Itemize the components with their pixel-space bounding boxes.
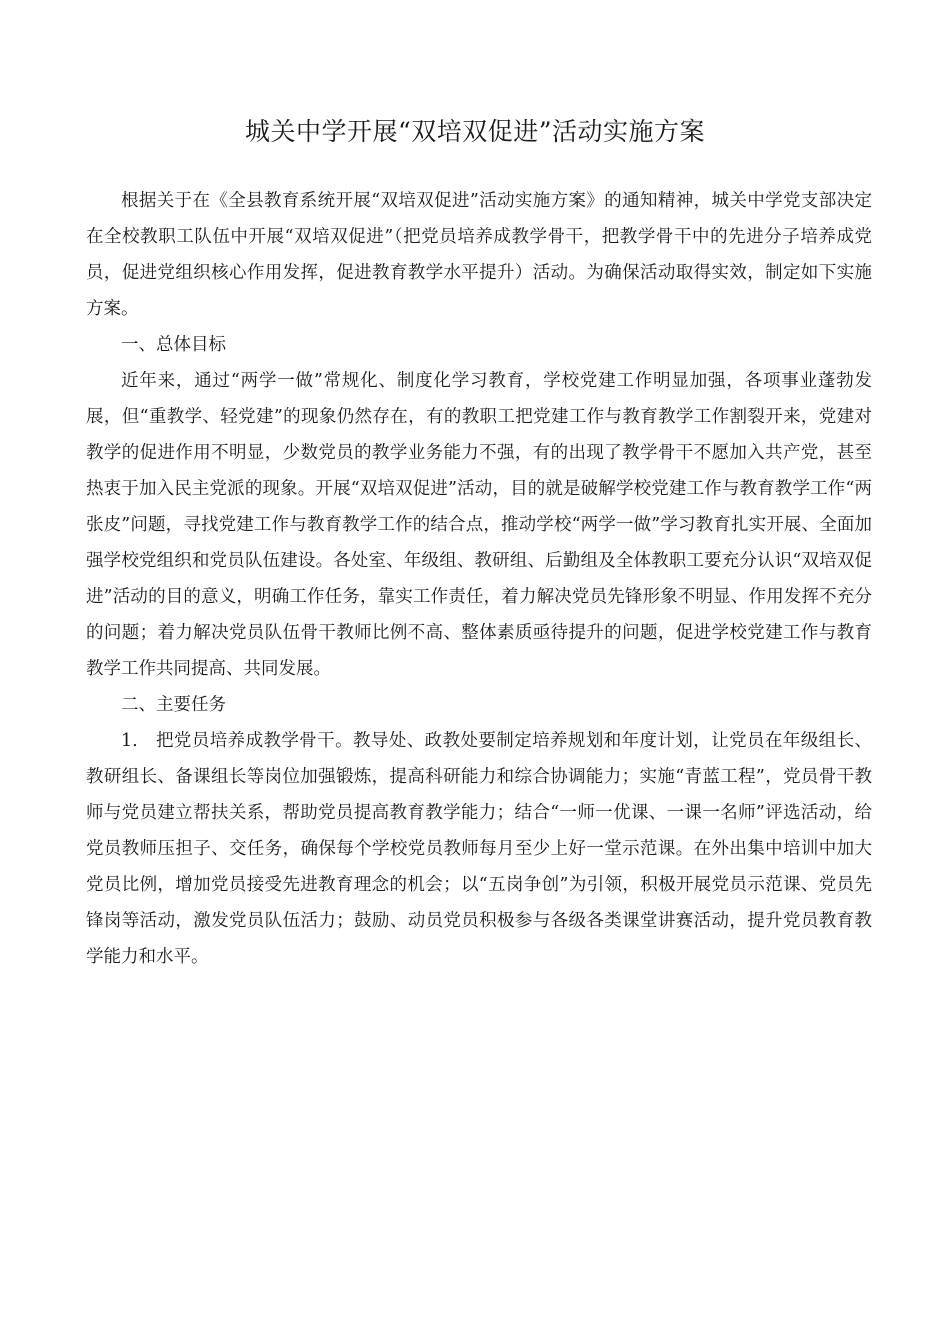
section-heading-goals: 一、总体目标 bbox=[121, 335, 226, 355]
goals-paragraph: 近年来，通过“两学一做”常规化、制度化学习教育，学校党建工作明显加强，各项事业蓬勃发展，但“重教学、轻党建”的现象仍然存在，有的教职工把党建工作与教育教学工作割裂开来，党建对教学的促进作用不明显，少数党员的教学业务能力不强，有的出现了教学骨干不愿加入共产党，甚至热衷于加入民主党派的现象。开展“双培双促进”活动，目的就是破解学校党建工作与教育教学工作“两张皮”问题，寻找党建工作与教育教学工作的结合点，推动学校“两学一做”学习教育扎实开展、全面加强学校党组织和党员队伍建设。各处室、年级组、教研组、后勤组及全体教职工要充分认识“双培双促进”活动的目的意义，明确工作任务，靠实工作责任，着力解决党员先锋形象不明显、作用发挥不充分的问题；着力解决党员队伍骨干教师比例不高、整体素质亟待提升的问题，促进学校党建工作与教育教学工作共同提高、共同发展。 bbox=[86, 371, 872, 679]
document-title: 城关中学开展“双培双促进”活动实施方案 bbox=[244, 117, 706, 146]
task-item-1: 1. 把党员培养成教学骨干。教导处、政教处要制定培养规划和年度计划，让党员在年级组长、教研组长、备课组长等岗位加强锻炼，提高科研能力和综合协调能力；实施“青蓝工程”，党员骨干教师与党员建立帮扶关系，帮助党员提高教育教学能力；结合“一师一优课、一课一名师”评选活动，给党员教师压担子、交任务，确保每个学校党员教师每月至少上好一堂示范课。在外出集中培训中加大党员比例，增加党员接受先进教育理念的机会；以“五岗争创”为引领，积极开展党员示范课、党员先锋岗等活动，激发党员队伍活力；鼓励、动员党员积极参与各级各类课堂讲赛活动，提升党员教育教学能力和水平。 bbox=[86, 731, 872, 967]
intro-paragraph: 根据关于在《全县教育系统开展“双培双促进”活动实施方案》的通知精神，城关中学党支部决定在全校教职工队伍中开展“双培双促进”（把党员培养成教学骨干，把教学骨干中的先进分子培养成党员，促进党组织核心作用发挥，促进教育教学水平提升）活动。为确保活动取得实效，制定如下实施方案。 bbox=[86, 191, 872, 319]
section-heading-tasks: 二、主要任务 bbox=[121, 695, 226, 715]
document-body bbox=[86, 183, 872, 975]
